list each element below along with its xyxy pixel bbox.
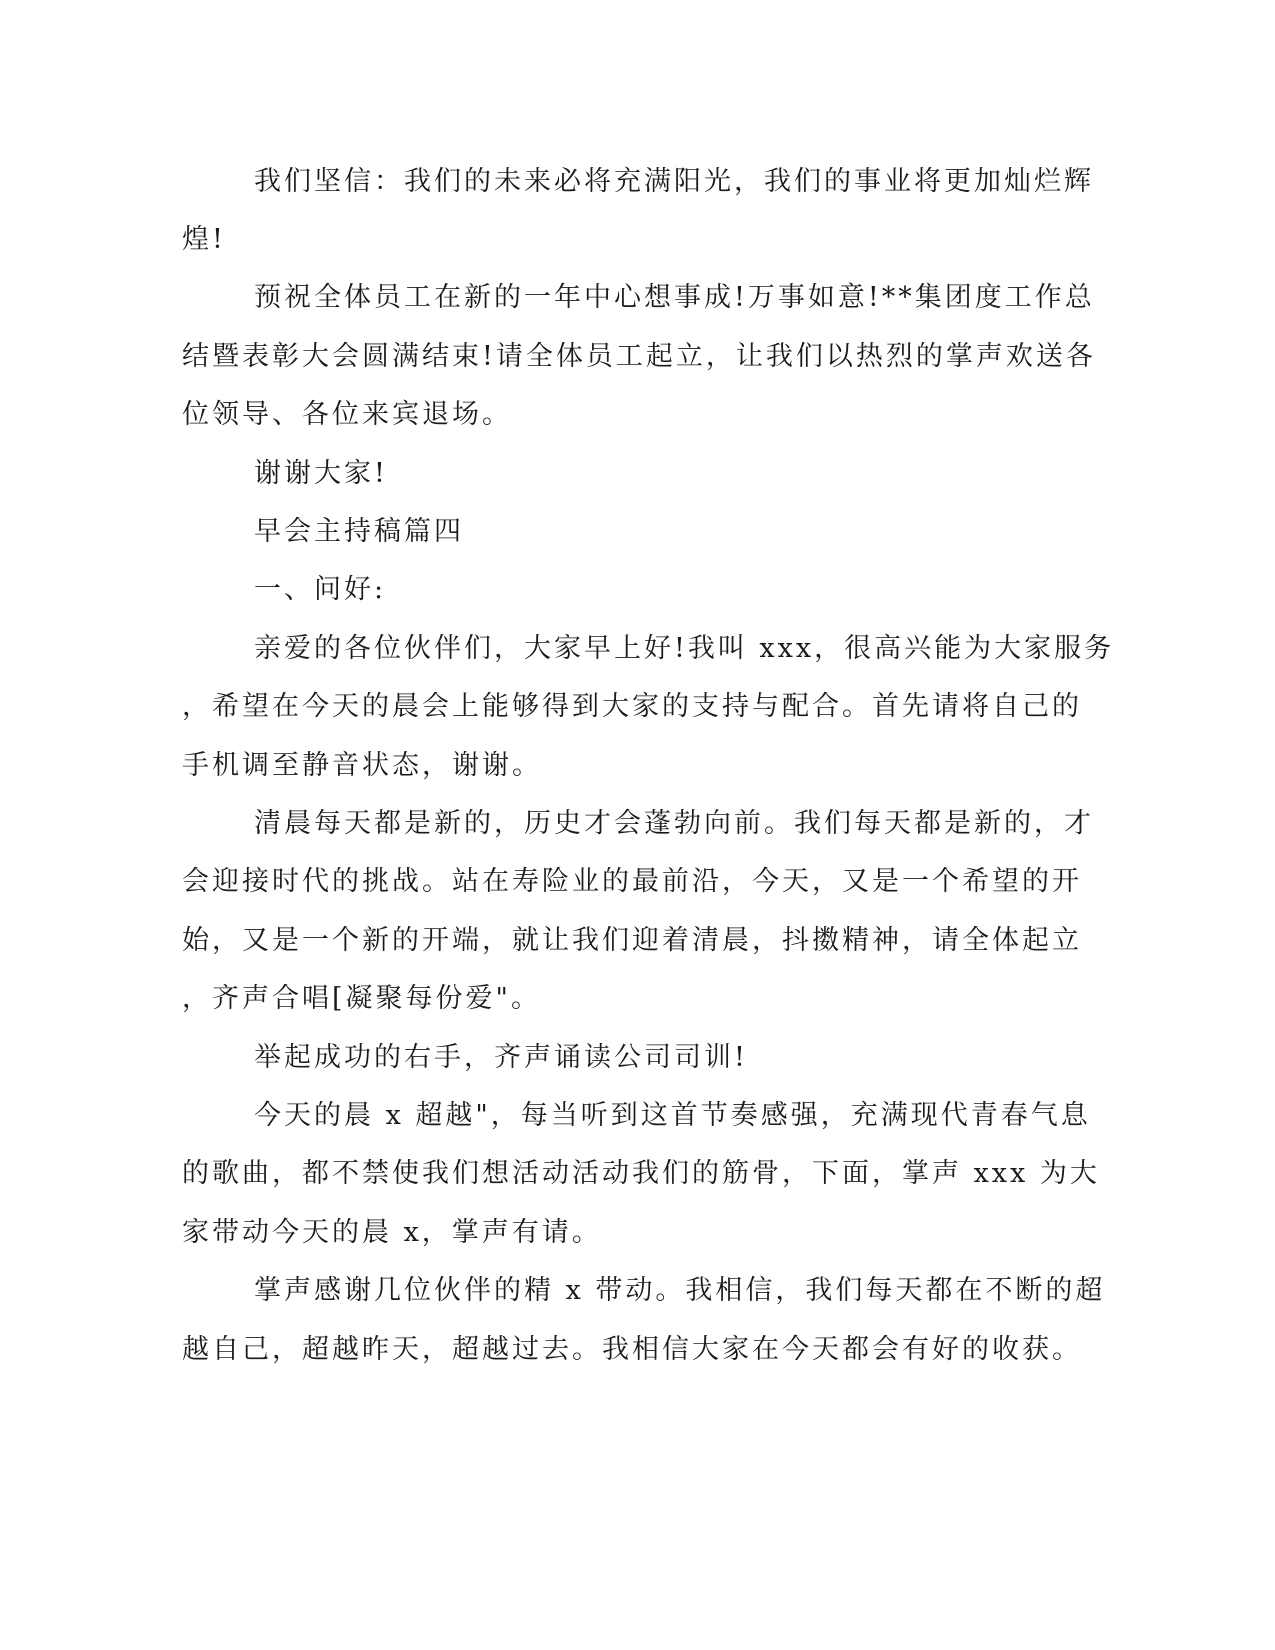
text-line: 一、问好: [254, 574, 387, 605]
text-line: 我们坚信：我们的未来必将充满阳光，我们的事业将更加灿烂辉 [254, 166, 1094, 197]
text-line: 的歌曲，都不禁使我们想活动活动我们的筋骨，下面，掌声 xxx 为大 [182, 1158, 1100, 1189]
text-line: 谢谢大家! [254, 458, 388, 489]
text-line: 煌! [182, 224, 226, 255]
text-line: 越自己，超越昨天，超越过去。我相信大家在今天都会有好的收获。 [182, 1334, 1082, 1365]
text-line: 亲爱的各位伙伴们，大家早上好!我叫 xxx，很高兴能为大家服务 [254, 633, 1115, 664]
text-line: 会迎接时代的挑战。站在寿险业的最前沿，今天，又是一个希望的开 [182, 866, 1082, 897]
text-line: 预祝全体员工在新的一年中心想事成!万事如意!**集团度工作总 [254, 282, 1095, 313]
section-heading: 早会主持稿篇四 [254, 516, 464, 547]
text-line: 举起成功的右手，齐声诵读公司司训! [254, 1042, 748, 1073]
text-line: 始，又是一个新的开端，就让我们迎着清晨，抖擞精神，请全体起立 [182, 925, 1082, 956]
text-line: ，齐声合唱[凝聚每份爱"。 [182, 983, 541, 1014]
text-line: 家带动今天的晨 x，掌声有请。 [182, 1217, 602, 1248]
text-line: 位领导、各位来宾退场。 [182, 399, 512, 430]
text-line: 手机调至静音状态，谢谢。 [182, 750, 542, 781]
text-line: 今天的晨 x 超越"，每当听到这首节奏感强，充满现代青春气息 [254, 1100, 1091, 1131]
text-line: 清晨每天都是新的，历史才会蓬勃向前。我们每天都是新的，才 [254, 808, 1094, 839]
text-line: 掌声感谢几位伙伴的精 x 带动。我相信，我们每天都在不断的超 [254, 1275, 1106, 1306]
text-line: 结暨表彰大会圆满结束!请全体员工起立，让我们以热烈的掌声欢送各 [182, 341, 1096, 372]
text-line: ，希望在今天的晨会上能够得到大家的支持与配合。首先请将自己的 [182, 691, 1082, 722]
